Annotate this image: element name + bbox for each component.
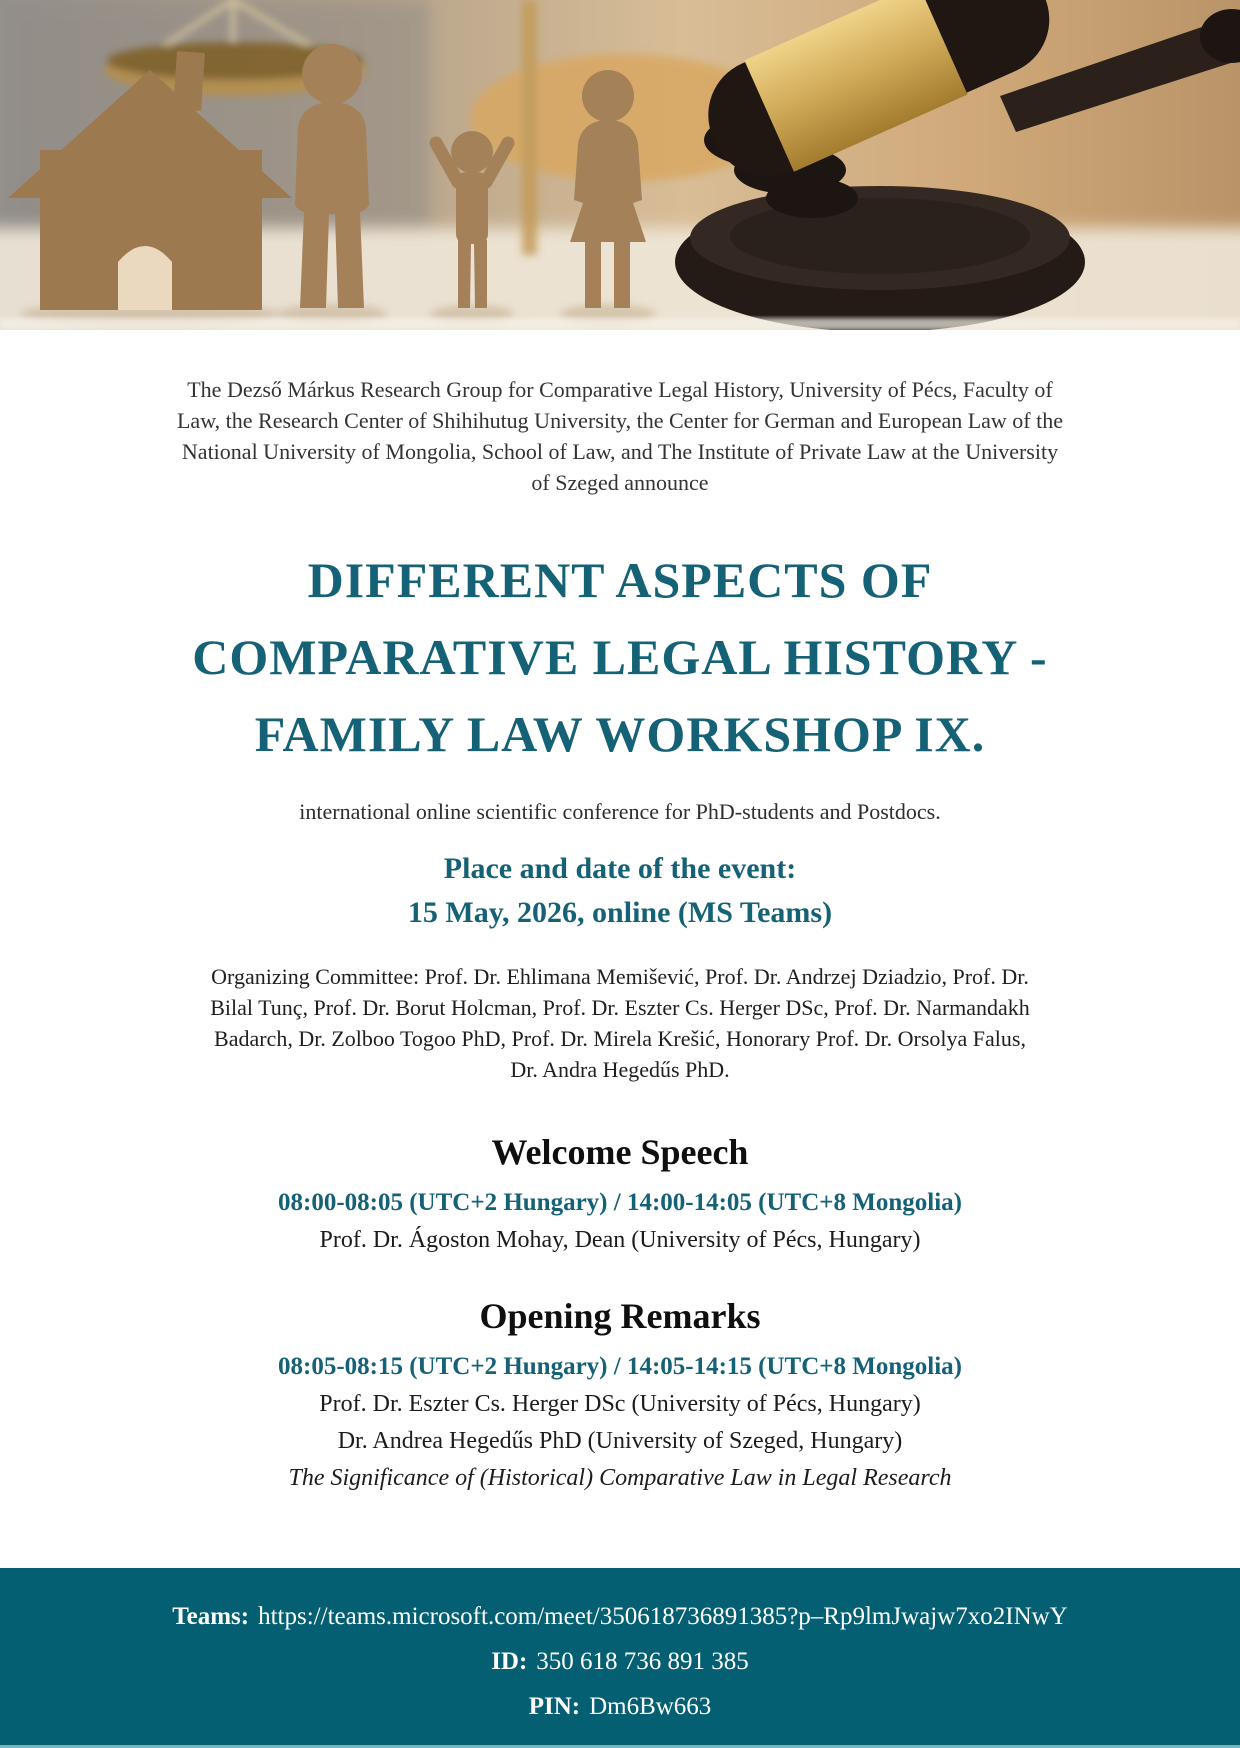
opening-remarks-speaker-1: Prof. Dr. Eszter Cs. Herger DSc (University of Pécs, Hungary) — [319, 1391, 921, 1417]
place-date-heading: Place and date of the event: — [443, 852, 797, 885]
announcement-line: of Szeged announce — [531, 470, 709, 495]
welcome-speech-speaker: Prof. Dr. Ágoston Mohay, Dean (University of Pécs, Hungary) — [319, 1227, 921, 1253]
committee-line: Dr. Andra Hegedűs PhD. — [510, 1057, 730, 1082]
welcome-speech-time: 08:00-08:05 (UTC+2 Hungary) / 14:00-14:05 (UTC+8 Mongolia) — [278, 1189, 962, 1216]
title-line-1: DIFFERENT ASPECTS OF — [307, 552, 933, 608]
teams-meeting-link[interactable]: https://teams.microsoft.com/meet/350618736891385?p–Rp9lmJwajw7xo2INwY — [258, 1603, 1068, 1630]
conference-subtitle: international online scientific conference for PhD-students and Postdocs. — [299, 799, 941, 824]
title-line-2: COMPARATIVE LEGAL HISTORY - — [192, 629, 1048, 685]
photo-bottom-fade — [0, 318, 1240, 330]
header-photo-art — [0, 0, 1240, 330]
announcement-line: The Dezső Márkus Research Group for Comparative Legal History, University of Pécs, Faculty of — [187, 377, 1053, 402]
organizing-committee — [30, 961, 1210, 1085]
footer-pin-line — [0, 1684, 1240, 1729]
opening-remarks-time: 08:05-08:15 (UTC+2 Hungary) / 14:05-14:15 (UTC+8 Mongolia) — [278, 1353, 962, 1380]
footer-id-line — [0, 1639, 1240, 1684]
opening-remarks-topic: The Significance of (Historical) Comparative Law in Legal Research — [288, 1465, 952, 1491]
committee-line: Bilal Tunç, Prof. Dr. Borut Holcman, Prof. Dr. Eszter Cs. Herger DSc, Prof. Dr. Narmandakh — [210, 995, 1030, 1020]
announcement-line: National University of Mongolia, School of Law, and The Institute of Private Law at the University — [181, 439, 1059, 464]
meeting-id-value: 350 618 736 891 385 — [536, 1648, 749, 1675]
poster-title — [20, 542, 1220, 773]
footer-teams-line — [0, 1594, 1240, 1639]
welcome-speech-title: Welcome Speech — [491, 1132, 749, 1172]
opening-remarks-section — [0, 1257, 1240, 1495]
committee-line: Organizing Committee: Prof. Dr. Ehlimana Memišević, Prof. Dr. Andrzej Dziadzio, Prof. Dr. — [211, 964, 1029, 989]
opening-remarks-speaker-2: Dr. Andrea Hegedűs PhD (University of Szeged, Hungary) — [337, 1428, 903, 1454]
announcement-text — [40, 374, 1200, 498]
opening-remarks-title: Opening Remarks — [479, 1296, 761, 1336]
title-line-3: FAMILY LAW WORKSHOP IX. — [254, 706, 986, 762]
announcement-line: Law, the Research Center of Shihihutug University, the Center for German and European Law of the — [176, 408, 1064, 433]
committee-line: Badarch, Dr. Zolboo Togoo PhD, Prof. Dr. Mirela Krešić, Honorary Prof. Dr. Orsolya Falus, — [214, 1026, 1026, 1051]
pin-label: PIN: — [528, 1693, 581, 1720]
header-photo — [0, 0, 1240, 330]
pin-value: Dm6Bw663 — [589, 1693, 712, 1720]
welcome-speech-section — [0, 1085, 1240, 1257]
place-date-value: 15 May, 2026, online (MS Teams) — [407, 896, 833, 929]
teams-label: Teams: — [172, 1603, 250, 1630]
meeting-id-label: ID: — [491, 1648, 528, 1675]
footer-bar — [0, 1568, 1240, 1748]
event-place-date — [0, 847, 1240, 935]
